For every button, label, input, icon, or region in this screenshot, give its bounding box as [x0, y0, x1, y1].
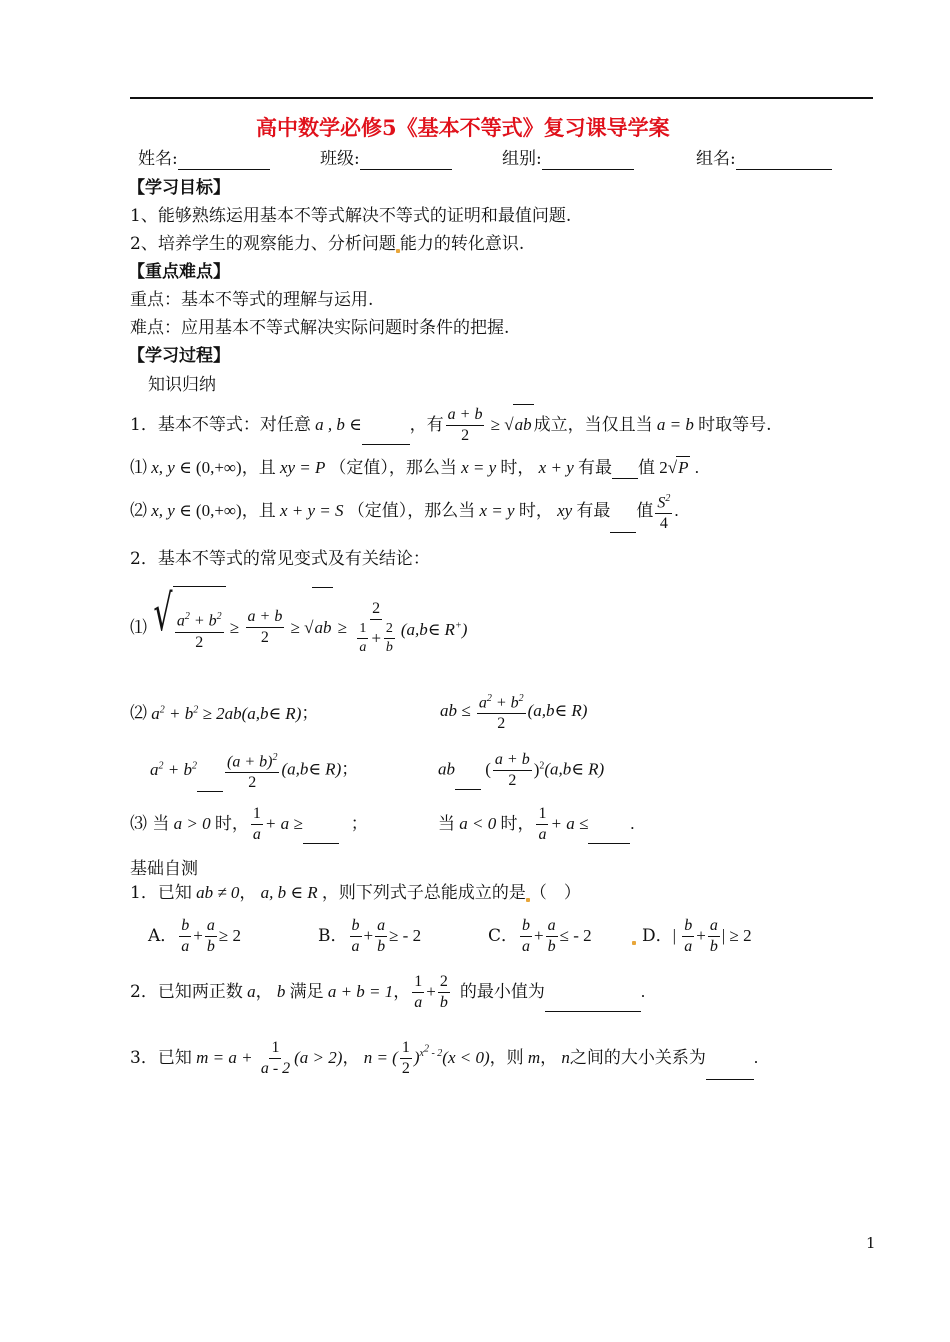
domain-blank[interactable]	[362, 426, 410, 445]
goal-item-2-part1: 2、培养学生的观察能力、分析问题	[130, 234, 396, 254]
team-blank[interactable]	[736, 151, 832, 170]
bound-blank-2[interactable]	[588, 825, 630, 844]
variant-2b: ab ≤ $\frac{a^2 + b^2}{2}$ (a,b∈ R)	[440, 690, 587, 733]
team-label: 组名:	[696, 149, 736, 169]
option-d[interactable]: D．| $\frac{b}{a}$ + $\frac{a}{b}$ | ≥ 2	[632, 916, 752, 956]
key-point: 重点：基本不等式的理解与运用.	[130, 290, 374, 310]
hard-point: 难点：应用基本不等式解决实际问题时条件的把握.	[130, 318, 510, 338]
option-b[interactable]: B． $\frac{b}{a}$ + $\frac{a}{b}$ ≥ - 2	[318, 917, 422, 955]
bound-blank-1[interactable]	[303, 825, 339, 844]
max-min-blank-1[interactable]	[612, 460, 638, 479]
page-title: 高中数学必修5《基本不等式》复习课导学案	[256, 115, 670, 140]
info-class	[320, 148, 452, 170]
max-min-blank-2[interactable]	[610, 514, 636, 533]
knowledge-heading: 知识归纳	[148, 375, 216, 395]
variant-2d: ab ( $\frac{a + b}{2}$ )$^2$(a,b∈ R)	[438, 750, 605, 789]
class-label: 班级:	[320, 149, 360, 169]
basic-inequality-line: 1．基本不等式：对任意 a , b ∈ ，有 $\frac{a + b}{2}$ ≥ √ab 成立，当仅且当 a = b 时取等号.	[130, 406, 772, 444]
s-squared-over-4: $\frac{S^2}{4}$	[655, 490, 672, 533]
property-2: ⑵ x, y ∈ (0,+∞)，且 x + y = S （定值），那么当 x = y 时， xy 有最 值 $\frac{S^2}{4}$ .	[130, 490, 679, 533]
mean-fraction: $\frac{a + b}{2}$	[447, 406, 483, 444]
option-a[interactable]: A． $\frac{b}{a}$ + $\frac{a}{b}$ ≥ 2	[148, 917, 241, 955]
means-chain: ⑴ √ $\frac{a^2 + b^2}{2}$ ≥ $\frac{a + b}{2}$ ≥ √ab ≥ 2 $\frac{1}{a}$ + $\frac{2}{b}$ (a,b∈ R+)	[130, 586, 467, 670]
variant-3a: ⑶ 当 a > 0 时， $\frac{1}{a}$ + a ≥ ；	[130, 805, 368, 843]
goal-item-2	[130, 233, 524, 255]
variant-3b: 当 a < 0 时， $\frac{1}{a}$ + a ≤ .	[438, 805, 635, 843]
goal-item-2-part2: 能力的转化意识.	[399, 234, 525, 254]
info-group	[502, 148, 634, 170]
test-question-1: 1．已知 ab ≠ 0， a, b ∈ R ，则下列式子总能成立的是 （ ）	[130, 883, 581, 903]
test-question-3: 3．已知 m = a + $\frac{1}{a - 2}$ (a > 2)， n = ( $\frac{1}{2}$ )$^{x^2 - 2}$(x < 0)，则 m， n之间的大小关系为 .	[130, 1028, 758, 1080]
class-blank[interactable]	[360, 151, 452, 170]
name-blank[interactable]	[178, 151, 270, 170]
property-1: ⑴ x, y ∈ (0,+∞)，且 xy = P （定值），那么当 x = y 时， x + y 有最 值 2√P .	[130, 458, 699, 478]
compare-blank-1[interactable]	[197, 773, 223, 792]
goals-heading: 【学习目标】	[128, 178, 230, 198]
group-blank[interactable]	[542, 151, 634, 170]
name-label: 姓名:	[138, 149, 178, 169]
variants-heading: 2．基本不等式的常见变式及有关结论：	[130, 549, 430, 569]
variant-2c: $a^2 + b^2$ $\frac{(a + b)^2}{2}$ (a,b∈ R)；	[150, 746, 358, 792]
min-value-blank[interactable]	[545, 993, 641, 1012]
test-question-2: 2．已知两正数 a， b 满足 a + b = 1， $\frac{1}{a}$ + $\frac{2}{b}$ 的最小值为 .	[130, 973, 646, 1011]
goal-item-1: 1、能够熟练运用基本不等式解决不等式的证明和最值问题.	[130, 206, 572, 226]
page-number: 1	[866, 1234, 876, 1252]
variant-2a: ⑵ $a^2 + b^2$ ≥ 2ab(a,b∈ R)；	[130, 703, 319, 723]
selftest-heading: 基础自测	[130, 859, 198, 879]
group-label: 组别:	[502, 149, 542, 169]
process-heading: 【学习过程】	[128, 346, 230, 366]
compare-blank-2[interactable]	[455, 771, 481, 790]
relation-blank[interactable]	[706, 1061, 754, 1080]
option-c[interactable]: C． $\frac{b}{a}$ + $\frac{a}{b}$ ≤ - 2	[488, 917, 592, 955]
difficulty-heading: 【重点难点】	[128, 262, 230, 282]
info-name	[138, 148, 270, 170]
info-team	[696, 148, 832, 170]
header-rule	[130, 97, 873, 99]
